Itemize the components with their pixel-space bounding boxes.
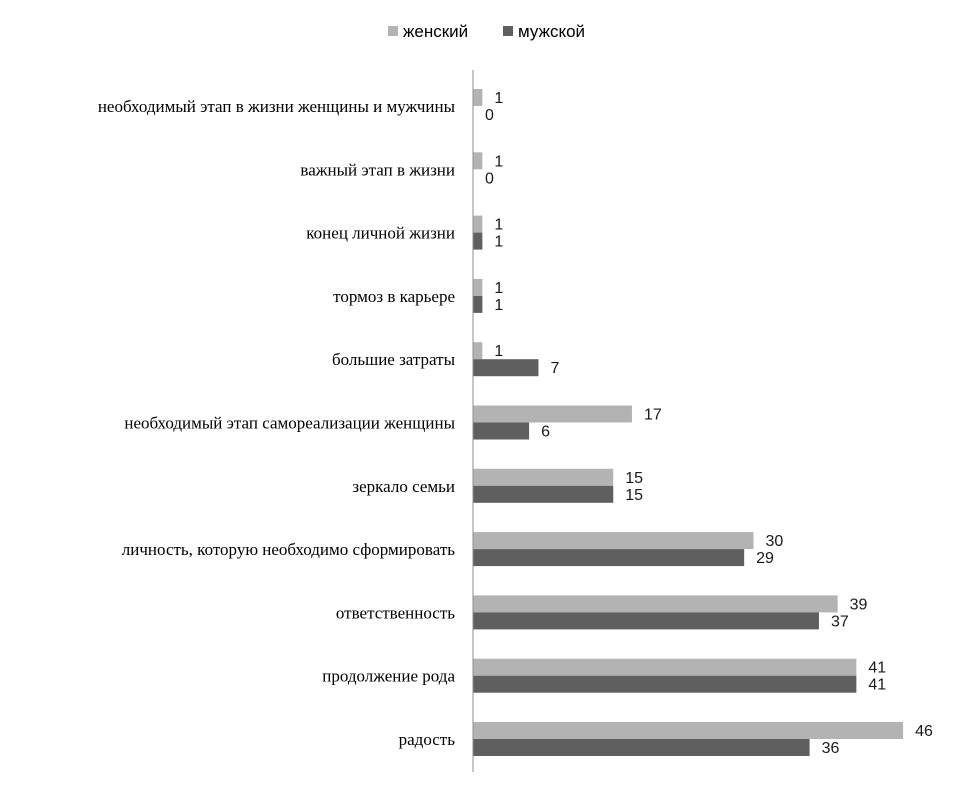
- bar-female: [473, 406, 632, 423]
- value-label-female: 39: [849, 596, 868, 614]
- legend: [388, 22, 585, 41]
- value-label-male: 6: [541, 423, 551, 441]
- bar-female: [473, 216, 482, 233]
- value-label-male: 1: [494, 296, 504, 314]
- bar-female: [473, 659, 856, 676]
- bar-male: [473, 296, 482, 313]
- category-labels: [98, 97, 456, 749]
- bar-female: [473, 152, 482, 169]
- value-label-female: 1: [494, 343, 504, 361]
- value-label-female: 30: [765, 533, 784, 551]
- category-label: необходимый этап самореализации женщины: [124, 413, 455, 433]
- category-label: личность, которую необходимо сформировать: [121, 540, 455, 560]
- bar-female: [473, 532, 754, 549]
- value-label-male: 37: [830, 613, 849, 631]
- value-label-female: 1: [494, 153, 504, 171]
- value-label-male: 29: [756, 550, 774, 568]
- value-label-female: 46: [915, 723, 933, 740]
- bar-female: [473, 89, 482, 106]
- legend-label-male: мужской: [518, 22, 586, 41]
- category-label: большие затраты: [331, 350, 455, 370]
- bar-female: [473, 469, 613, 486]
- legend-swatch-male: [503, 26, 513, 36]
- legend-swatch-female: [388, 26, 398, 36]
- value-label-female: 1: [494, 90, 504, 107]
- bar-male: [473, 486, 613, 503]
- value-label-female: 17: [643, 406, 662, 424]
- value-label-male: 1: [494, 233, 504, 251]
- value-label-male: 0: [485, 170, 494, 188]
- bar-male: [473, 549, 744, 566]
- category-label: важный этап в жизни: [300, 160, 455, 180]
- category-label: радость: [398, 730, 455, 749]
- bar-female: [473, 722, 903, 739]
- value-label-male: 0: [485, 107, 494, 124]
- category-label: конец личной жизни: [306, 223, 455, 243]
- value-label-male: 36: [821, 740, 840, 757]
- value-label-male: 7: [550, 360, 560, 378]
- bar-male: [473, 233, 482, 250]
- value-label-male: 15: [625, 486, 644, 504]
- value-label-female: 1: [494, 279, 504, 297]
- value-label-female: 15: [625, 469, 644, 487]
- value-label-male: 41: [868, 676, 887, 694]
- value-labels: [485, 90, 933, 757]
- bar-male: [473, 359, 538, 376]
- bar-female: [473, 595, 838, 612]
- value-label-female: 41: [868, 659, 887, 677]
- category-label: тормоз в карьере: [333, 286, 455, 306]
- bars: [473, 89, 903, 756]
- category-label: продолжение рода: [322, 666, 455, 686]
- value-label-female: 1: [494, 216, 504, 234]
- bar-male: [473, 739, 810, 756]
- bar-male: [473, 423, 529, 440]
- category-label: зеркало семьи: [352, 476, 455, 496]
- category-label: ответственность: [335, 603, 455, 623]
- legend-label-female: женский: [403, 22, 469, 41]
- bar-female: [473, 279, 482, 296]
- bar-female: [473, 342, 482, 359]
- bar-male: [473, 612, 819, 629]
- bar-male: [473, 676, 856, 693]
- category-label: необходимый этап в жизни женщины и мужчины: [97, 97, 455, 116]
